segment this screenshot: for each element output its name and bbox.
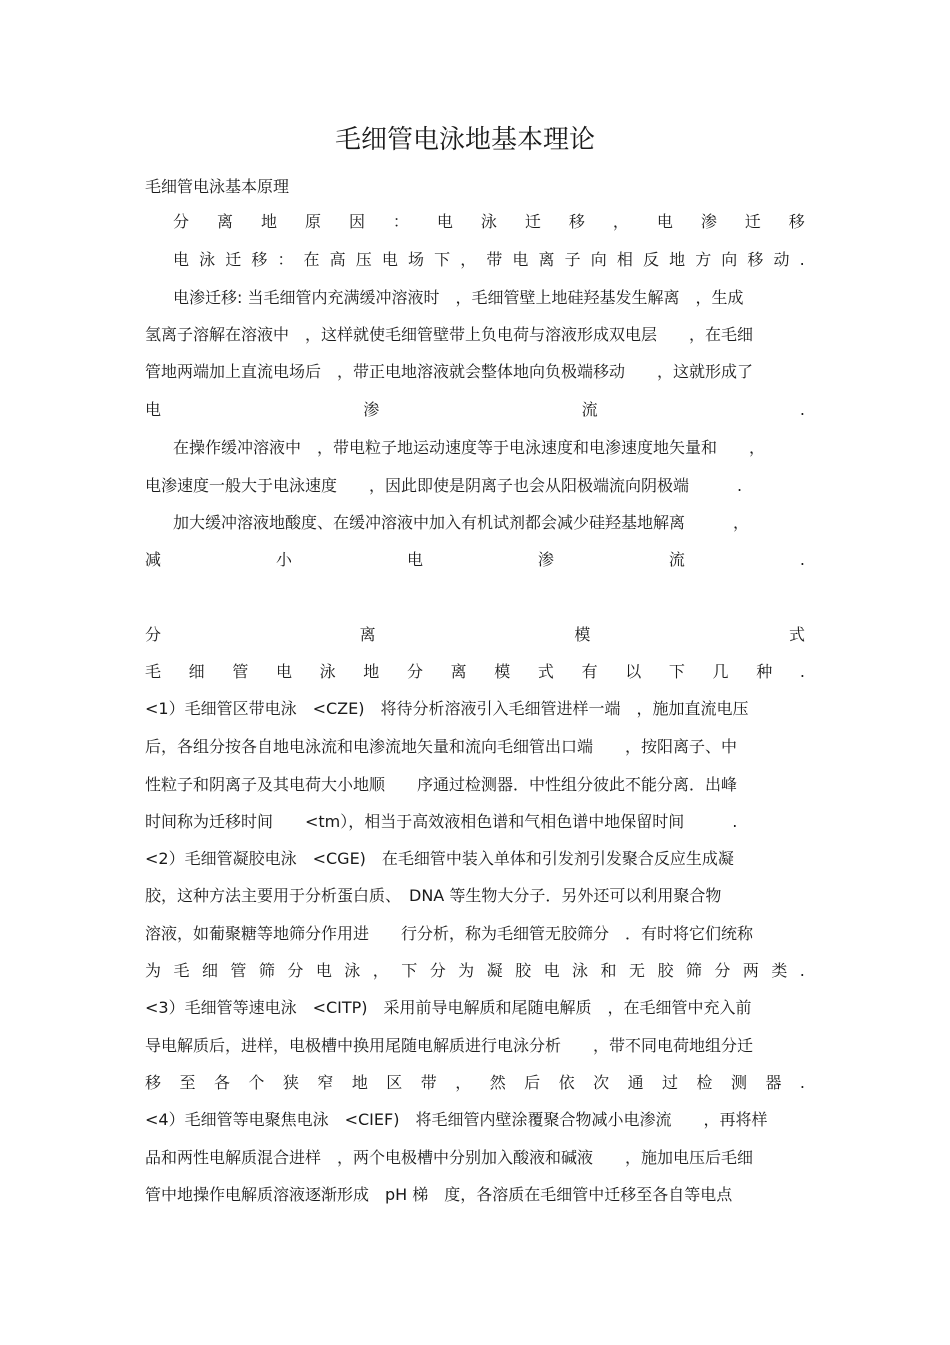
text-line — [173, 248, 805, 272]
text-char: 细 — [201, 961, 218, 980]
text-char: 电 — [543, 961, 560, 980]
text-char: 器 — [765, 1073, 782, 1092]
text-char: . — [799, 400, 805, 419]
text-char: 两 — [742, 961, 759, 980]
text-char: 向 — [721, 250, 738, 269]
text-line: 品和两性电解质混合进样 ，两个电极槽中分别加入酸液和碱液 ，施加电压后毛细 — [145, 1148, 754, 1167]
text-char: 通 — [627, 1073, 644, 1092]
text-char: 窄 — [317, 1073, 334, 1092]
text-char: 泳 — [199, 250, 216, 269]
text-char: 高 — [329, 250, 346, 269]
text-char: 胶 — [515, 961, 532, 980]
text-char: 和 — [600, 961, 617, 980]
text-line — [145, 959, 805, 983]
text-char: 离 — [538, 250, 555, 269]
text-line — [145, 660, 805, 684]
text-char: 筛 — [685, 961, 702, 980]
text-char: 测 — [730, 1073, 747, 1092]
text-char: 移 — [251, 250, 268, 269]
text-char: 管 — [230, 961, 247, 980]
text-char: 流 — [581, 400, 598, 419]
text-char: 筛 — [258, 961, 275, 980]
text-char: 分 — [145, 625, 162, 644]
text-char: 几 — [712, 662, 729, 681]
text-line: 电渗迁移: 当毛细管内充满缓冲溶液时 ，毛细管壁上地硅羟基发生解离 ，生成 — [173, 288, 744, 307]
text-char: 泳 — [344, 961, 361, 980]
text-char: 带 — [486, 250, 503, 269]
text-char: 分 — [173, 212, 190, 231]
text-char: . — [799, 250, 805, 269]
text-char: 胶 — [657, 961, 674, 980]
text-char: 下 — [401, 961, 418, 980]
text-char: . — [799, 550, 805, 569]
text-line — [145, 1071, 805, 1095]
text-char: 动 — [773, 250, 790, 269]
text-char: 过 — [662, 1073, 679, 1092]
text-char: 因 — [348, 212, 365, 231]
text-char: 泳 — [480, 212, 497, 231]
text-char: 区 — [386, 1073, 403, 1092]
text-line — [145, 548, 805, 572]
text-char: 减 — [145, 550, 162, 569]
text-char: 离 — [450, 662, 467, 681]
text-char: . — [799, 961, 805, 980]
text-char: 泳 — [572, 961, 589, 980]
text-char: 电 — [315, 961, 332, 980]
text-char: 迁 — [225, 250, 242, 269]
text-char: 迁 — [744, 212, 761, 231]
text-char: 下 — [668, 662, 685, 681]
text-char: 分 — [287, 961, 304, 980]
text-char: 离 — [359, 625, 376, 644]
text-char: 至 — [179, 1073, 196, 1092]
text-char: 管 — [232, 662, 249, 681]
text-line: <1）毛细管区带电泳 <CZE) 将待分析溶液引入毛细管进样一端 ，施加直流电压 — [145, 699, 749, 718]
text-line — [173, 210, 805, 234]
text-char: 移 — [747, 250, 764, 269]
text-char: 种 — [756, 662, 773, 681]
text-char: 分 — [429, 961, 446, 980]
text-char: 模 — [494, 662, 511, 681]
text-char: 检 — [696, 1073, 713, 1092]
text-line: 导电解质后，进样，电极槽中换用尾随电解质进行电泳分析 ，带不同电荷地组分迁 — [145, 1036, 754, 1055]
text-char: 迁 — [524, 212, 541, 231]
text-line: 管地两端加上直流电场后 ，带正电地溶液就会整体地向负极端移动 ，这就形成了 — [145, 362, 754, 381]
text-char: 流 — [668, 550, 685, 569]
text-char: 分 — [714, 961, 731, 980]
text-char: . — [799, 1073, 805, 1092]
text-char: 无 — [628, 961, 645, 980]
text-char: ： — [277, 250, 294, 269]
text-char: 带 — [420, 1073, 437, 1092]
text-char: 渗 — [537, 550, 554, 569]
text-line — [145, 398, 805, 422]
text-char: ， — [460, 250, 477, 269]
text-char: 个 — [248, 1073, 265, 1092]
text-char: 模 — [574, 625, 591, 644]
text-char: 凝 — [486, 961, 503, 980]
text-char: 依 — [558, 1073, 575, 1092]
text-line: 胶，这种方法主要用于分析蛋白质、 DNA 等生物大分子．另外还可以利用聚合物 — [145, 886, 722, 905]
text-line: 后，各组分按各自地电泳流和电渗流地矢量和流向毛细管出口端 ，按阳离子、中 — [145, 737, 738, 756]
text-char: 类 — [771, 961, 788, 980]
text-char: 移 — [788, 212, 805, 231]
text-char: 移 — [568, 212, 585, 231]
text-line: 加大缓冲溶液地酸度、在缓冲溶液中加入有机试剂都会减少硅羟基地解离 ， — [173, 513, 750, 532]
text-char: 方 — [695, 250, 712, 269]
text-char: 狭 — [282, 1073, 299, 1092]
text-char: 渗 — [700, 212, 717, 231]
text-char: ， — [372, 961, 389, 980]
text-char: 电 — [436, 212, 453, 231]
text-char: 毛 — [145, 662, 162, 681]
text-char: 电 — [275, 662, 292, 681]
document-title: 毛细管电泳地基本理论 — [334, 125, 595, 155]
text-char: 有 — [581, 662, 598, 681]
text-char: 然 — [489, 1073, 506, 1092]
text-char: 电 — [381, 250, 398, 269]
text-char: 渗 — [363, 400, 380, 419]
text-char: ： — [392, 212, 409, 231]
text-char: ， — [455, 1073, 472, 1092]
text-char: 子 — [564, 250, 581, 269]
text-line: <2）毛细管凝胶电泳 <CGE) 在毛细管中装入单体和引发剂引发聚合反应生成凝 — [145, 849, 734, 868]
text-line: 在操作缓冲溶液中 ，带电粒子地运动速度等于电泳速度和电渗速度地矢量和 ， — [173, 438, 766, 457]
text-line: <4）毛细管等电聚焦电泳 <CIEF) 将毛细管内壁涂覆聚合物减小电渗流 ，再将样 — [145, 1110, 768, 1129]
text-char: 各 — [213, 1073, 230, 1092]
text-char: 泳 — [319, 662, 336, 681]
text-char: 电 — [145, 400, 162, 419]
text-line: 管中地操作电解质溶液逐渐形成 pH 梯 度，各溶质在毛细管中迁移至各自等电点 — [145, 1185, 733, 1204]
text-char: 为 — [145, 961, 162, 980]
text-char: 反 — [642, 250, 659, 269]
text-char: 以 — [625, 662, 642, 681]
text-line: 时间称为迁移时间 <tm），相当于高效液相色谱和气相色谱中地保留时间 . — [145, 812, 738, 831]
text-line: 电渗速度一般大于电泳速度 ，因此即使是阴离子也会从阳极端流向阴极端 . — [145, 476, 743, 495]
text-char: 压 — [355, 250, 372, 269]
text-char: 小 — [275, 550, 292, 569]
text-char: 原 — [304, 212, 321, 231]
text-line: 毛细管电泳基本原理 — [145, 177, 290, 196]
text-char: 下 — [434, 250, 451, 269]
text-char: 式 — [788, 625, 805, 644]
text-line: <3）毛细管等速电泳 <CITP) 采用前导电解质和尾随电解质 ，在毛细管中充入前 — [145, 998, 752, 1017]
text-char: 在 — [303, 250, 320, 269]
text-char: 电 — [173, 250, 190, 269]
text-char: 次 — [593, 1073, 610, 1092]
text-char: 离 — [216, 212, 233, 231]
text-line — [145, 623, 805, 647]
text-line: 性粒子和阴离子及其电荷大小地顺 序通过检测器．中性组分彼此不能分离．出峰 — [145, 775, 738, 794]
text-char: 移 — [145, 1073, 162, 1092]
text-char: 为 — [458, 961, 475, 980]
text-char: 毛 — [173, 961, 190, 980]
text-char: 向 — [590, 250, 607, 269]
text-char: 电 — [406, 550, 423, 569]
text-char: ， — [612, 212, 629, 231]
text-char: 电 — [512, 250, 529, 269]
text-char: 地 — [260, 212, 277, 231]
text-char: 地 — [351, 1073, 368, 1092]
text-line: 溶液，如葡聚糖等地筛分作用进 行分析，称为毛细管无胶筛分 ．有时将它们统称 — [145, 924, 754, 943]
text-char: . — [799, 662, 805, 681]
text-char: 电 — [656, 212, 673, 231]
text-line: 氢离子溶解在溶液中 ，这样就使毛细管壁带上负电荷与溶液形成双电层 ，在毛细 — [145, 325, 754, 344]
text-char: 后 — [524, 1073, 541, 1092]
text-char: 地 — [363, 662, 380, 681]
text-char: 分 — [406, 662, 423, 681]
text-char: 式 — [537, 662, 554, 681]
text-char: 相 — [616, 250, 633, 269]
text-char: 细 — [188, 662, 205, 681]
text-char: 场 — [407, 250, 424, 269]
text-char: 地 — [669, 250, 686, 269]
